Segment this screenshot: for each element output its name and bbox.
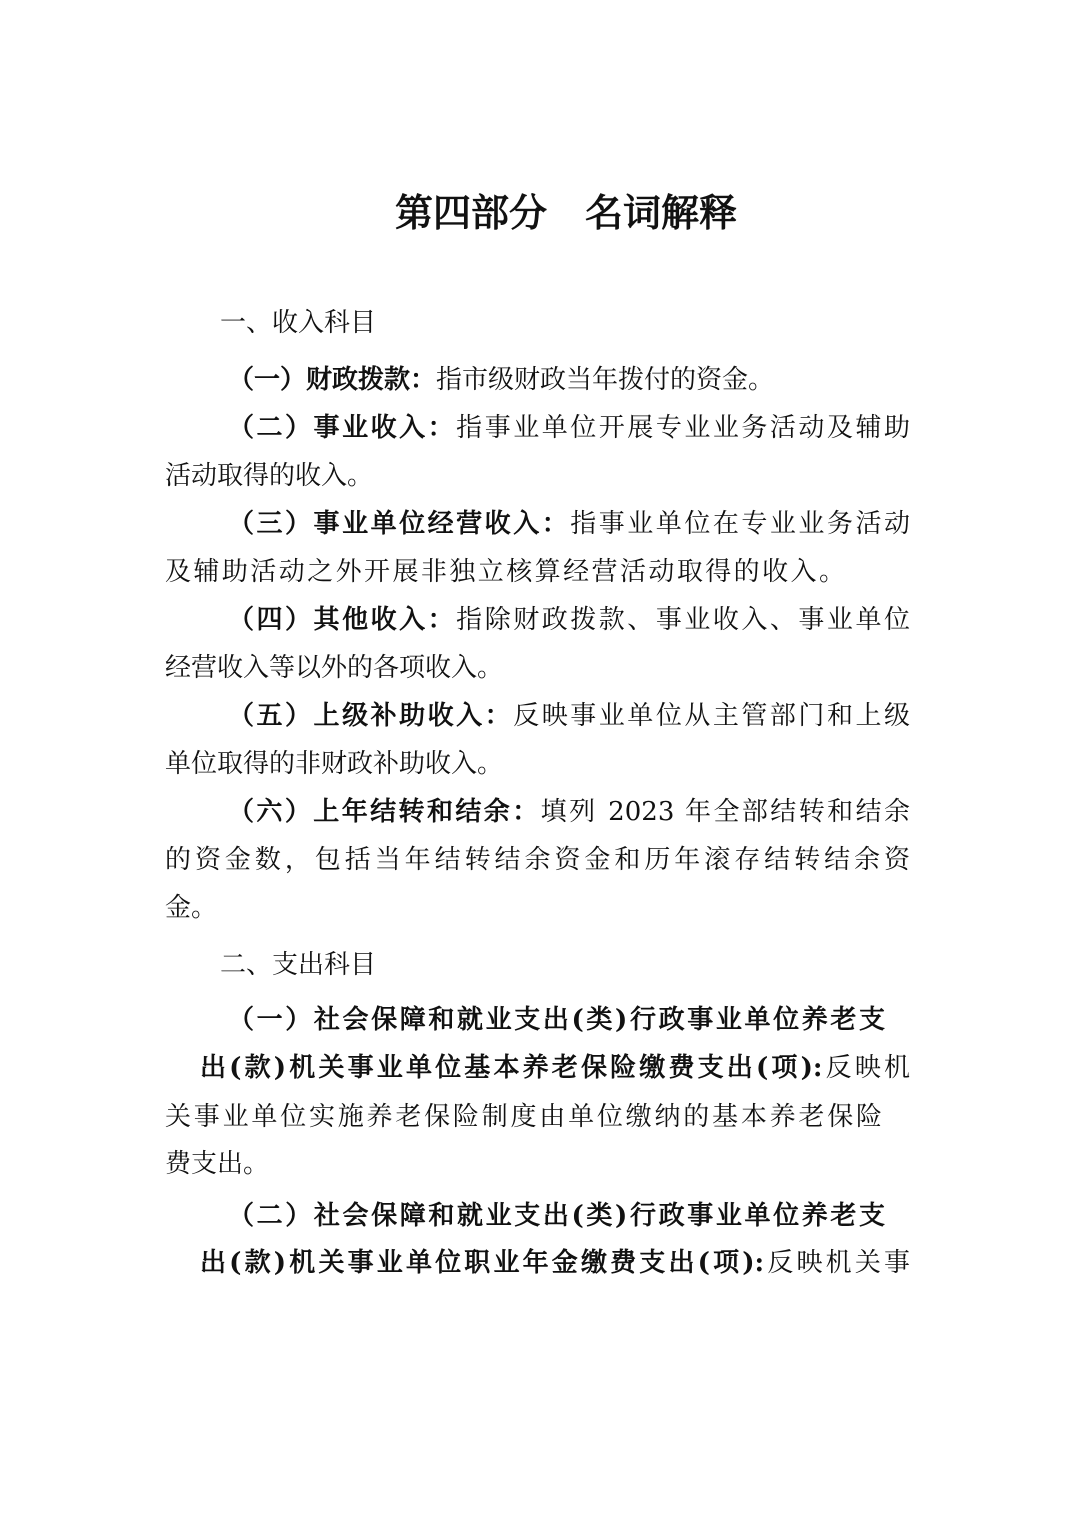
definition-line bbox=[228, 603, 910, 637]
section-heading-income: 一、收入科目 bbox=[220, 308, 377, 338]
page-title: 第四部分 名词解释 bbox=[394, 190, 737, 235]
definition-line bbox=[228, 363, 774, 397]
definition-line: 单位取得的非财政补助收入。 bbox=[165, 749, 504, 779]
definition: 指事业单位在专业业务活动 bbox=[570, 509, 910, 539]
definition: 填列 2023 年全部结转和结余 bbox=[540, 797, 910, 827]
definition-line bbox=[228, 411, 910, 445]
definition-line: 经营收入等以外的各项收入。 bbox=[165, 653, 504, 683]
term: （一）财政拨款： bbox=[228, 365, 437, 395]
definition-line bbox=[228, 699, 910, 733]
section-heading-expense: 二、支出科目 bbox=[220, 950, 377, 980]
term: （五）上级补助收入： bbox=[228, 701, 514, 731]
term: （二）事业收入： bbox=[228, 413, 457, 443]
term: （一）社会保障和就业支出(类)行政事业单位养老支 bbox=[228, 1005, 885, 1035]
term: 出(款)机关事业单位职业年金缴费支出(项): bbox=[200, 1248, 765, 1278]
definition: 反映机 bbox=[822, 1053, 910, 1083]
term: （六）上年结转和结余： bbox=[228, 797, 541, 827]
definition-line bbox=[228, 507, 910, 541]
definition-line: 及辅助活动之外开展非独立核算经营活动取得的收入。 bbox=[165, 557, 845, 587]
definition: 指市级财政当年拨付的资金。 bbox=[436, 365, 775, 395]
term: （四）其他收入： bbox=[228, 605, 457, 635]
term: （三）事业单位经营收入： bbox=[228, 509, 571, 539]
definition-line: 活动取得的收入。 bbox=[165, 461, 374, 491]
definition-line bbox=[228, 795, 910, 829]
definition: 指除财政拨款、事业收入、事业单位 bbox=[456, 605, 910, 635]
definition: 指事业单位开展专业业务活动及辅助 bbox=[456, 413, 910, 443]
definition-line: 费支出。 bbox=[165, 1149, 270, 1179]
term: （二）社会保障和就业支出(类)行政事业单位养老支 bbox=[228, 1201, 885, 1231]
definition: 反映机关事 bbox=[764, 1248, 910, 1278]
definition: 反映事业单位从主管部门和上级 bbox=[513, 701, 910, 731]
term: 出(款)机关事业单位基本养老保险缴费支出(项): bbox=[200, 1053, 823, 1083]
definition-line bbox=[200, 1246, 910, 1280]
definition-line: 的资金数，包括当年结转结余资金和历年滚存结转结余资 bbox=[165, 845, 910, 875]
definition-line: 关事业单位实施养老保险制度由单位缴纳的基本养老保险 bbox=[165, 1102, 882, 1132]
definition-line: 金。 bbox=[165, 893, 218, 923]
definition-line bbox=[200, 1051, 910, 1085]
